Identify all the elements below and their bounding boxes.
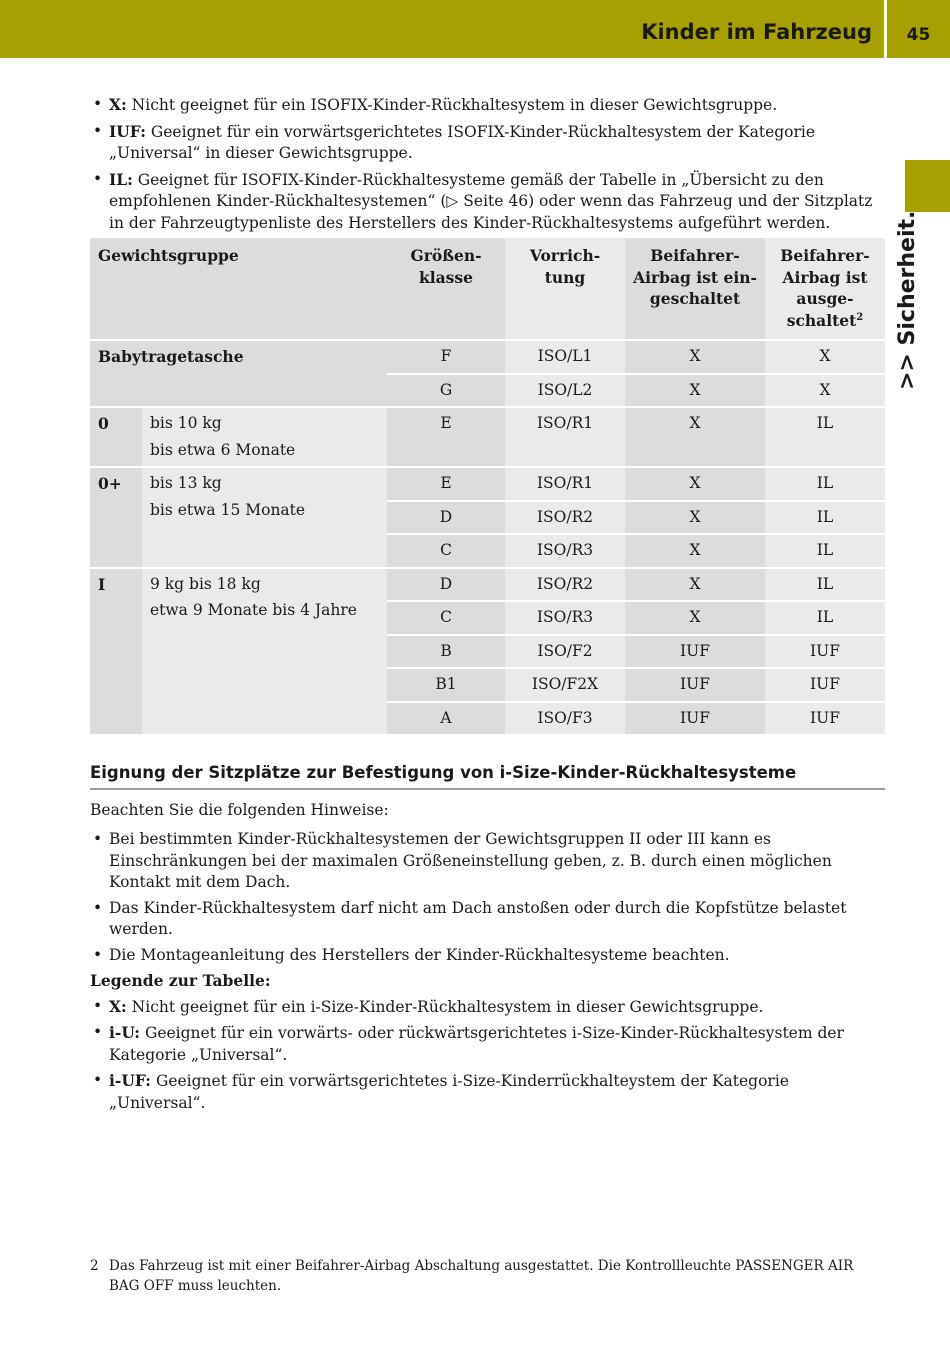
size-class-cell: E (387, 467, 505, 501)
airbag-on-cell: X (625, 374, 765, 408)
weight-group-description (142, 407, 387, 467)
airbag-off-cell: IL (765, 407, 885, 467)
fixture-cell: ISO/L2 (505, 374, 625, 408)
size-class-cell: C (387, 601, 505, 635)
legend-title: Legende zur Tabelle: (90, 971, 271, 990)
size-class-cell: A (387, 702, 505, 736)
size-class-cell: C (387, 534, 505, 568)
list-item: • Bei bestimmten Kinder-Rückhaltesystemen der Gewichtsgruppen II oder III kann es Einschränkungen bei der maximalen Größeneinstellung geben, z. B. durch einen möglichen Kontakt mit dem Dach. (90, 829, 885, 894)
weight-group-id: I (90, 568, 142, 736)
table-row (90, 568, 885, 602)
legend-key: IL: (109, 169, 133, 189)
page-number: 45 (906, 25, 931, 45)
fixture-cell: ISO/R1 (505, 407, 625, 467)
isofix-table (90, 238, 885, 736)
fixture-cell: ISO/F2 (505, 635, 625, 669)
fixture-cell: ISO/F2X (505, 668, 625, 702)
size-class-cell: D (387, 501, 505, 535)
footnote (90, 1256, 885, 1296)
main-content (90, 94, 885, 1118)
list-item (90, 169, 885, 235)
legend-key: i-U: (109, 1023, 141, 1042)
header-airbag-on: Beifahrer-Airbag ist ein-geschaltet (625, 238, 765, 340)
isofix-legend-list (90, 94, 885, 234)
section-tab-marker (905, 160, 950, 212)
header-weight-group: Gewichtsgruppe (90, 238, 387, 340)
weight-group-name: Babytragetasche (90, 340, 387, 407)
airbag-on-cell: X (625, 407, 765, 467)
airbag-off-cell: X (765, 374, 885, 408)
airbag-on-cell: X (625, 501, 765, 535)
list-item: • Das Kinder-Rückhaltesystem darf nicht am Dach anstoßen oder durch die Kopfstütze belastet werden. (90, 898, 885, 941)
notes-list (90, 829, 885, 966)
airbag-off-cell: IUF (765, 635, 885, 669)
legend-text: Geeignet für ein vorwärts- oder rückwärtsgerichtetes i-Size-Kinder-Rückhaltesystem der Kategorie „Universal“. (109, 1024, 844, 1064)
list-item (90, 996, 885, 1019)
fixture-cell: ISO/R1 (505, 467, 625, 501)
table-row (90, 407, 885, 467)
fixture-cell: ISO/L1 (505, 340, 625, 374)
footnote-ref: 2 (856, 311, 864, 323)
airbag-off-cell: X (765, 340, 885, 374)
airbag-off-cell: IL (765, 601, 885, 635)
size-class-cell: G (387, 374, 505, 408)
weight-group-id: 0+ (90, 467, 142, 568)
table-row (90, 340, 885, 374)
header-fixture: Vorrich-tung (505, 238, 625, 340)
age-range: etwa 9 Monate bis 4 Jahre (150, 601, 357, 619)
airbag-on-cell: X (625, 601, 765, 635)
legend-key: i-UF: (109, 1071, 152, 1090)
airbag-on-cell: X (625, 340, 765, 374)
airbag-off-cell: IL (765, 534, 885, 568)
legend-text: Nicht geeignet für ein ISOFIX-Kinder-Rückhaltesystem in dieser Gewichtsgruppe. (126, 96, 778, 114)
size-class-cell: F (387, 340, 505, 374)
table-row (90, 467, 885, 501)
size-class-cell: E (387, 407, 505, 467)
weight-range: bis 13 kg (150, 474, 222, 492)
age-range: bis etwa 6 Monate (150, 440, 296, 459)
airbag-on-cell: IUF (625, 702, 765, 736)
weight-group-description (142, 568, 387, 736)
list-item (90, 1070, 885, 1114)
weight-group-description (142, 467, 387, 568)
list-item (90, 1022, 885, 1066)
airbag-off-cell: IUF (765, 668, 885, 702)
fixture-cell: ISO/R3 (505, 534, 625, 568)
list-item (90, 94, 885, 117)
page-header-title: Kinder im Fahrzeug (641, 20, 872, 44)
legend-text: Geeignet für ISOFIX-Kinder-Rückhaltesysteme gemäß der Tabelle in „Übersicht zu den empfohlenen Kinder-Rückhaltesystemen“ (▷ Seite 46) oder wenn das Fahrzeug und der Sitzplatz in der Fahrzeugtypenliste des Herstellers des Kinder-Rückhaltesystems aufgeführt werden. (109, 170, 873, 232)
legend-key: X: (109, 95, 127, 114)
footnote-text: Das Fahrzeug ist mit einer Beifahrer-Airbag Abschaltung ausgestattet. Die Kontrollleuchte PASSENGER AIR BAG OFF muss leuchten. (109, 1258, 854, 1294)
header-airbag-off-label: Beifahrer-Airbag ist ausge-schaltet (780, 246, 870, 330)
table-header-row (90, 238, 885, 340)
airbag-off-cell: IL (765, 568, 885, 602)
list-item (90, 121, 885, 165)
airbag-on-cell: IUF (625, 668, 765, 702)
airbag-off-cell: IL (765, 501, 885, 535)
age-range: bis etwa 15 Monate (150, 500, 306, 519)
weight-group-id: 0 (90, 407, 142, 467)
fixture-cell: ISO/R2 (505, 568, 625, 602)
section-heading: Eignung der Sitzplätze zur Befestigung von i-Size-Kinder-Rückhaltesysteme (90, 762, 885, 790)
legend-text: Geeignet für ein vorwärtsgerichtetes ISOFIX-Kinder-Rückhaltesystem der Kategorie „Universal“ in dieser Gewichtsgruppe. (109, 122, 816, 162)
list-item: • Die Montageanleitung des Herstellers der Kinder-Rückhaltesysteme beachten. (90, 945, 885, 967)
footnote-number: 2 (90, 1258, 99, 1274)
legend-key: X: (109, 996, 127, 1016)
header-size-class: Größen-klasse (387, 238, 505, 340)
fixture-cell: ISO/R3 (505, 601, 625, 635)
header-airbag-off (765, 238, 885, 340)
fixture-cell: ISO/F3 (505, 702, 625, 736)
airbag-on-cell: X (625, 568, 765, 602)
legend-key: IUF: (109, 121, 146, 141)
legend-text: Nicht geeignet für ein i-Size-Kinder-Rückhaltesystem in dieser Gewichtsgruppe. (126, 997, 764, 1016)
section-intro: Beachten Sie die folgenden Hinweise: (90, 800, 389, 819)
weight-range: bis 10 kg (150, 414, 222, 432)
weight-range: 9 kg bis 18 kg (150, 574, 261, 593)
airbag-on-cell: IUF (625, 635, 765, 669)
size-class-cell: B (387, 635, 505, 669)
airbag-off-cell: IUF (765, 702, 885, 736)
airbag-on-cell: X (625, 467, 765, 501)
airbag-off-cell: IL (765, 467, 885, 501)
section-side-label-text: >> Sicherheit. (895, 210, 920, 390)
fixture-cell: ISO/R2 (505, 501, 625, 535)
size-class-cell: B1 (387, 668, 505, 702)
size-class-cell: D (387, 568, 505, 602)
table-body (90, 340, 885, 735)
legend-text: Geeignet für ein vorwärtsgerichtetes i-Size-Kinderrückhalteystem der Kategorie „Universal“. (109, 1072, 789, 1112)
airbag-on-cell: X (625, 534, 765, 568)
isize-legend-list (90, 996, 885, 1115)
